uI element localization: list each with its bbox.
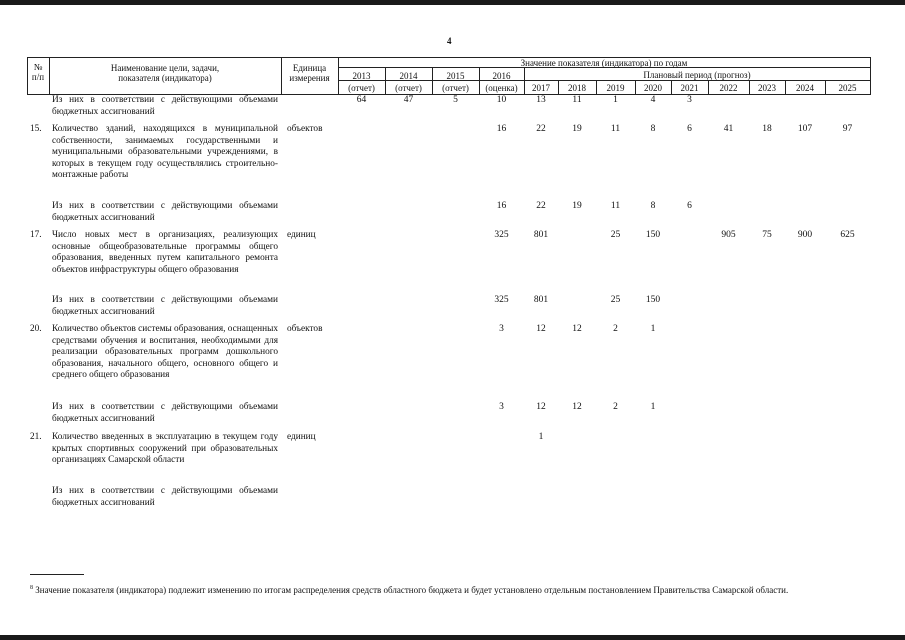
value-cell: 801 (533, 230, 549, 240)
header-year-2014: 2014 (399, 71, 418, 81)
value-cell: 97 (842, 124, 853, 134)
value-cell: 12 (536, 402, 546, 412)
value-cell: 5 (453, 95, 458, 105)
value-cell: 325 (494, 295, 509, 305)
value-cell: 8 (650, 201, 656, 211)
value-cell: 6 (687, 201, 692, 211)
value-cell: 801 (533, 295, 549, 305)
header-year-2017: 2017 (532, 83, 550, 93)
footnote-text: Значение показателя (индикатора) подлежит изменению по итогам распределения средств областного бюджета и будет установлено отдельным постановлением Правительства Самарской области. (35, 585, 789, 595)
header-year-2015: 2015 (446, 71, 465, 81)
unit-of-measure: единиц (287, 432, 316, 442)
row-number: 15. (30, 124, 42, 134)
value-cell: 8 (650, 124, 656, 134)
value-cell: 19 (572, 124, 582, 134)
value-cell: 6 (687, 124, 692, 134)
value-cell: 3 (499, 402, 504, 412)
value-cell: 900 (797, 230, 813, 240)
indicator-name: Из них в соответствии с действующими объемами бюджетных ассигнований (52, 201, 278, 223)
header-year-2016: 2016 (492, 71, 511, 81)
header-year-2022: 2022 (719, 83, 738, 93)
indicator-name: Из них в соответствии с действующими объемами бюджетных ассигнований (52, 295, 278, 317)
indicator-name: Число новых мест в организациях, реализующих основные общеобразовательные программы общего образования, введенных путем капитального ремонта объектов инфраструктуры общего образования (52, 230, 278, 275)
value-cell: 11 (610, 124, 621, 134)
value-cell: 4 (650, 95, 656, 105)
indicator-name: Количество введенных в эксплуатацию в текущем году крытых спортивных сооружений при образовательных организациях Самарской области (52, 432, 278, 465)
footnote (30, 583, 880, 596)
indicator-name: Из них в соответствии с действующими объемами бюджетных ассигнований (52, 486, 278, 508)
header-year-sub: (оценка) (485, 83, 518, 93)
value-cell: 150 (645, 295, 661, 305)
row-number: 17. (30, 230, 42, 240)
header-year-2019: 2019 (606, 83, 625, 93)
header-year-2021: 2021 (680, 83, 699, 93)
value-cell: 12 (572, 402, 582, 412)
value-cell: 12 (536, 324, 546, 334)
header-year-2023: 2023 (758, 83, 776, 93)
value-cell: 625 (840, 230, 855, 240)
unit-of-measure: объектов (287, 124, 323, 134)
value-cell: 41 (723, 124, 734, 134)
header-year-2024: 2024 (796, 83, 814, 93)
header-vline-right (870, 57, 871, 95)
header-year-sub: (отчет) (348, 83, 375, 93)
value-cell: 19 (572, 201, 582, 211)
unit-of-measure: единиц (287, 230, 316, 240)
header-no-col: № п/п (31, 62, 45, 82)
value-cell: 64 (356, 95, 367, 105)
value-cell: 10 (496, 95, 507, 105)
value-cell: 3 (499, 324, 504, 334)
value-cell: 47 (403, 95, 414, 105)
value-cell: 2 (613, 402, 618, 412)
header-year-2018: 2018 (568, 83, 586, 93)
value-cell: 22 (536, 124, 546, 134)
top-scan-border (0, 0, 905, 5)
header-unit-col: Единица измерения (289, 63, 330, 83)
value-cell: 1 (650, 402, 656, 412)
header-values-title: Значение показателя (индикатора) по годам (520, 58, 688, 68)
value-cell: 16 (496, 124, 507, 134)
value-cell: 18 (762, 124, 772, 134)
header-year-2013: 2013 (352, 71, 371, 81)
value-cell: 12 (572, 324, 582, 334)
indicator-name: Количество зданий, находящихся в муниципальной собственности, занимаемых государственными и муниципальными образовательными учреждениями, в которых в текущем году осуществлялись строительно-монтажные работы (52, 124, 278, 180)
value-cell: 2 (613, 324, 618, 334)
value-cell: 13 (536, 95, 546, 105)
header-planned-title: Плановый период (прогноз) (643, 70, 751, 80)
value-cell: 325 (494, 230, 509, 240)
header-year-2025: 2025 (838, 83, 857, 93)
header-name-col: Наименование цели, задачи, показателя (индикатора) (110, 63, 220, 83)
value-cell: 75 (762, 230, 772, 240)
value-cell: 1 (650, 324, 656, 334)
value-cell: 25 (610, 295, 621, 305)
row-number: 20. (30, 324, 42, 334)
footnote-mark: 8 (30, 585, 33, 591)
unit-of-measure: объектов (287, 324, 323, 334)
header-year-sub: (отчет) (395, 83, 422, 93)
value-cell: 107 (797, 124, 813, 134)
value-cell: 16 (496, 201, 507, 211)
header-year-sub: (отчет) (442, 83, 469, 93)
value-cell: 150 (645, 230, 661, 240)
row-number: 21. (30, 432, 42, 442)
indicator-name: Из них в соответствии с действующими объемами бюджетных ассигнований (52, 95, 278, 117)
value-cell: 1 (538, 432, 544, 442)
value-cell: 905 (721, 230, 736, 240)
bottom-scan-border (0, 635, 905, 640)
value-cell: 3 (687, 95, 692, 105)
header-year-2020: 2020 (644, 83, 662, 93)
value-cell: 11 (572, 95, 582, 105)
footnote-separator (30, 574, 84, 575)
value-cell: 25 (610, 230, 621, 240)
value-cell: 1 (613, 95, 618, 105)
value-cell: 22 (536, 201, 546, 211)
page-number: 4 (447, 36, 452, 46)
indicator-name: Из них в соответствии с действующими объемами бюджетных ассигнований (52, 402, 278, 424)
value-cell: 11 (610, 201, 621, 211)
indicator-name: Количество объектов системы образования, оснащенных средствами обучения и воспитания, необходимыми для реализации образовательных программ дошкольного образования, начального общего, основного общего и среднего общего образования (52, 324, 278, 380)
